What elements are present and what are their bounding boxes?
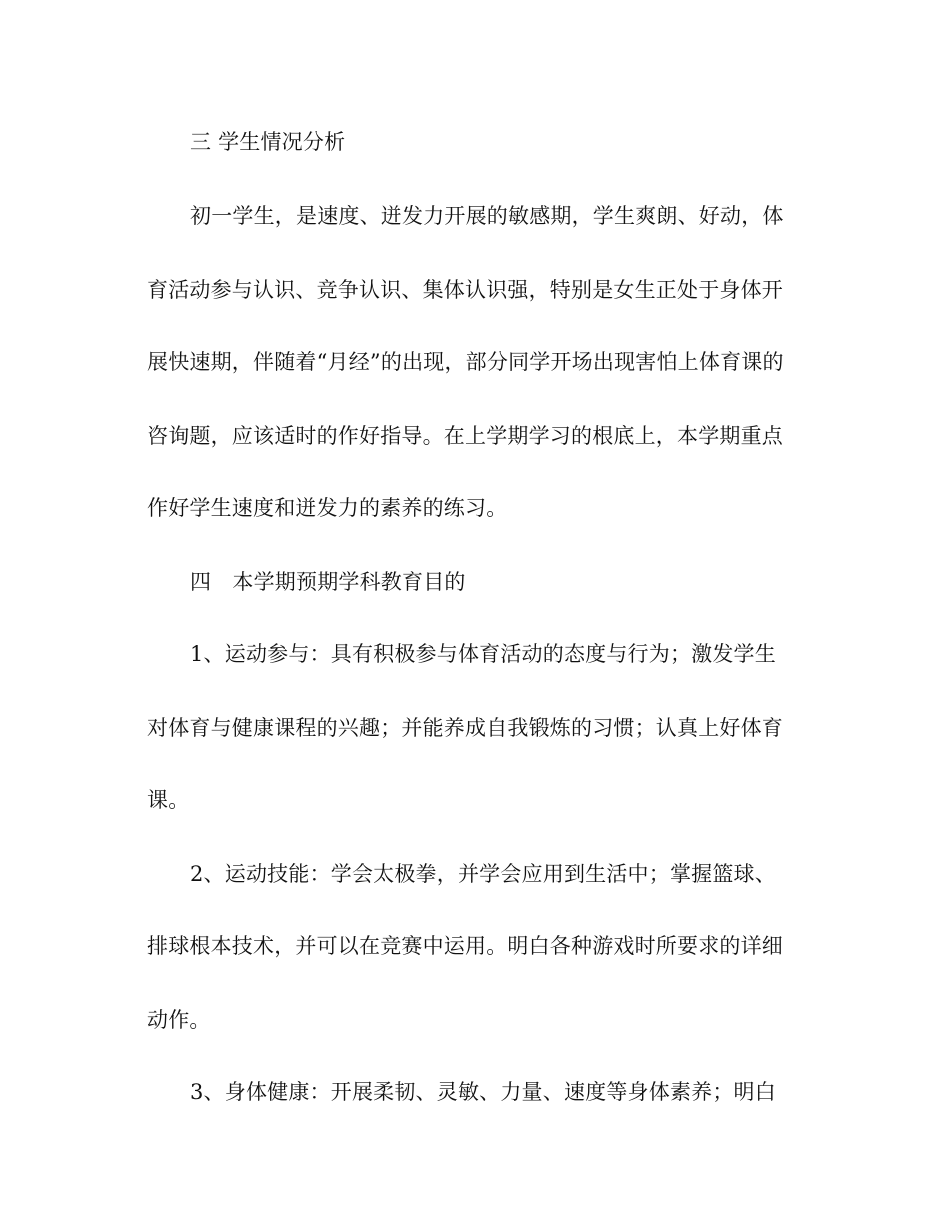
list-item-line: 对体育与健康课程的兴趣；并能养成自我锻炼的习惯；认真上好体育 — [147, 716, 783, 740]
paragraph-line: 初一学生，是速度、迸发力开展的敏感期，学生爽朗、好动，体 — [190, 204, 784, 228]
list-item-line: 1、运动参与：具有积极参与体育活动的态度与行为；激发学生 — [190, 642, 776, 666]
list-item-line: 课。 — [147, 788, 190, 812]
list-item-line: 3、身体健康：开展柔韧、灵敏、力量、速度等身体素养；明白 — [190, 1080, 776, 1104]
section-heading-student-analysis: 三 学生情况分析 — [190, 130, 346, 154]
paragraph-line: 咨询题，应该适时的作好指导。在上学期学习的根底上，本学期重点 — [147, 424, 783, 448]
paragraph-line: 展快速期，伴随着“月经”的出现，部分同学开场出现害怕上体育课的 — [147, 350, 784, 374]
list-item-line: 排球根本技术，并可以在竞赛中运用。明白各种游戏时所要求的详细 — [147, 934, 783, 958]
paragraph-line: 育活动参与认识、竞争认识、集体认识强，特别是女生正处于身体开 — [147, 278, 783, 302]
list-item-line: 2、运动技能：学会太极拳，并学会应用到生活中；掌握篮球、 — [190, 862, 776, 886]
paragraph-line: 作好学生速度和迸发力的素养的练习。 — [147, 496, 508, 520]
section-heading-goals: 四 本学期预期学科教育目的 — [190, 570, 466, 594]
list-item-line: 动作。 — [147, 1008, 211, 1032]
